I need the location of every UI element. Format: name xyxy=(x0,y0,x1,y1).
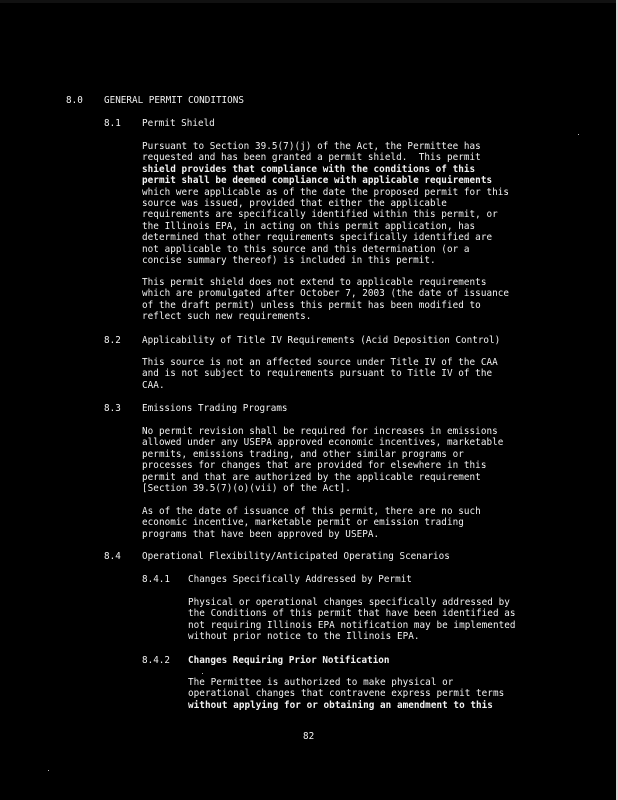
paragraph-8-4-1 xyxy=(188,597,516,643)
text-line: permit shall be deemed compliance with applicable requirements xyxy=(142,175,493,187)
item-number-8-4-1: 8.4.1 xyxy=(142,574,170,585)
paragraph-8-3-b xyxy=(142,506,481,540)
scan-top-edge xyxy=(0,0,618,3)
subsection-title-8-3: Emissions Trading Programs xyxy=(142,403,288,414)
subsection-number-8-3: 8.3 xyxy=(104,403,121,414)
scan-speck xyxy=(578,134,579,135)
text-line: source was issued, provided that either the applicable xyxy=(142,198,447,210)
text-line: This source is not an affected source under Title IV of the CAA xyxy=(142,357,498,368)
paragraph-8-3-a xyxy=(142,426,503,494)
subsection-title-8-2: Applicability of Title IV Requirements (Acid Deposition Control) xyxy=(142,335,501,346)
text-line: [Section 39.5(7)(o)(vii) of the Act]. xyxy=(142,483,351,495)
paragraph-8-2 xyxy=(142,357,498,391)
paragraph-8-1-a xyxy=(142,141,509,266)
item-number-8-4-2: 8.4.2 xyxy=(142,655,170,666)
paragraph-8-1-b xyxy=(142,277,509,323)
page-number: 82 xyxy=(303,731,315,742)
text-line: economic incentive, marketable permit or emission trading xyxy=(142,517,464,529)
subsection-title-8-4: Operational Flexibility/Anticipated Operating Scenarios xyxy=(142,551,450,562)
text-line: determined that other requirements specifically identified are xyxy=(142,232,493,244)
text-line: not applicable to this source and this determination (or a xyxy=(142,243,470,255)
text-line: the Illinois EPA, in acting on this permit application, has xyxy=(142,220,476,232)
text-line: Physical or operational changes specifically addressed by xyxy=(188,597,510,608)
text-line: This permit shield does not extend to applicable requirements xyxy=(142,277,487,288)
text-line: operational changes that contravene express permit terms xyxy=(188,688,505,700)
text-line: CAA. xyxy=(142,379,165,391)
scan-speck xyxy=(48,770,49,771)
text-line: permits, emissions trading, and other similar programs or xyxy=(142,448,464,460)
text-line: which were applicable as of the date the proposed permit for this xyxy=(142,186,510,198)
text-line: concise summary thereof) is included in this permit. xyxy=(142,255,436,267)
text-line: the Conditions of this permit that have been identified as xyxy=(188,608,516,620)
text-line: allowed under any USEPA approved economic incentives, marketable xyxy=(142,437,504,449)
item-title-8-4-1: Changes Specifically Addressed by Permit xyxy=(188,574,412,585)
text-line: requested and has been granted a permit shield. This permit xyxy=(142,152,481,164)
text-line: programs that have been approved by USEPA. xyxy=(142,528,380,540)
text-line: reflect such new requirements. xyxy=(142,311,312,323)
text-line: of the draft permit) unless this permit has been modified to xyxy=(142,299,481,311)
subsection-number-8-1: 8.1 xyxy=(104,118,121,129)
text-line: and is not subject to requirements pursuant to Title IV of the xyxy=(142,368,493,380)
text-line: without applying for or obtaining an amendment to this xyxy=(188,699,493,711)
text-line: As of the date of issuance of this permit, there are no such xyxy=(142,506,481,517)
section-title: GENERAL PERMIT CONDITIONS xyxy=(104,95,244,106)
text-line: The Permittee is authorized to make physical or xyxy=(188,677,454,688)
text-line: permit and that are authorized by the applicable requirement xyxy=(142,471,481,483)
text-line: without prior notice to the Illinois EPA. xyxy=(188,631,420,643)
text-line: requirements are specifically identified within this permit, or xyxy=(142,209,498,221)
paragraph-8-4-2 xyxy=(188,677,504,711)
text-line: shield provides that compliance with the conditions of this xyxy=(142,163,476,175)
subsection-number-8-4: 8.4 xyxy=(104,551,121,562)
text-line: Pursuant to Section 39.5(7)(j) of the Act, the Permittee has xyxy=(142,141,481,152)
subsection-number-8-2: 8.2 xyxy=(104,335,121,346)
text-line: No permit revision shall be required for increases in emissions xyxy=(142,426,498,437)
text-line: processes for changes that are provided for elsewhere in this xyxy=(142,460,487,472)
text-line: not requiring Illinois EPA notification may be implemented xyxy=(188,619,516,631)
subsection-title-8-1: Permit Shield xyxy=(142,118,215,129)
text-line: which are promulgated after October 7, 2003 (the date of issuance xyxy=(142,288,510,300)
section-number: 8.0 xyxy=(66,95,83,106)
item-title-8-4-2: Changes Requiring Prior Notification xyxy=(188,655,390,666)
scan-speck xyxy=(202,673,203,674)
